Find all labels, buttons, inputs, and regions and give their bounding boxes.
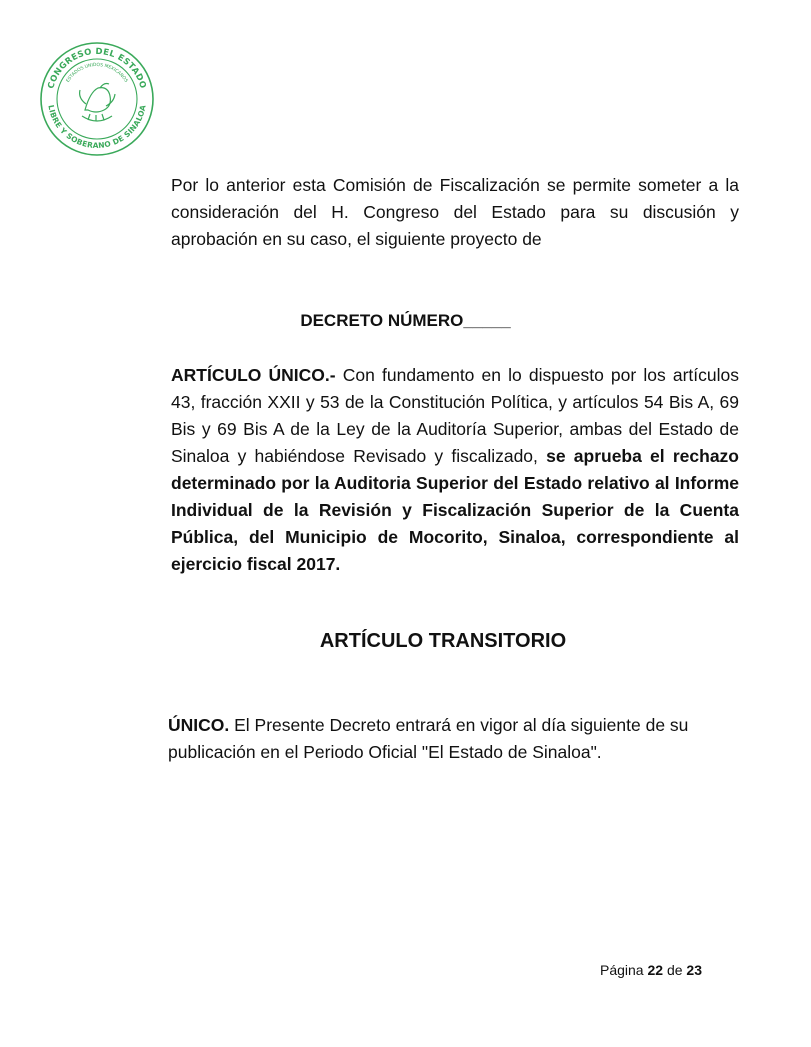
svg-text:CONGRESO DEL ESTADO: CONGRESO DEL ESTADO	[46, 46, 148, 90]
page-prefix: Página	[600, 962, 648, 978]
page-total: 23	[686, 962, 702, 978]
decreto-title: DECRETO NÚMERO_____	[300, 311, 511, 330]
svg-text:LIBRE Y SOBERANO DE SINALOA: LIBRE Y SOBERANO DE SINALOA	[46, 104, 148, 151]
articulo-unico-text: Con fundamento en lo dispuesto por los artículos 43, fracción XXII y 53 de la Constitución Política, y artículos 54 Bis A, 69 Bis y 69 Bis A de la Ley de la Auditoría Superior, ambas del Estado de Sinaloa y habiéndose Revisado y fiscalizado,	[171, 365, 739, 466]
intro-paragraph: Por lo anterior esta Comisión de Fiscalización se permite someter a la consideración del H. Congreso del Estado para su discusión y aprobación en su caso, el siguiente proyecto de	[171, 175, 739, 249]
svg-text:ESTADOS UNIDOS MEXICANOS: ESTADOS UNIDOS MEXICANOS	[65, 62, 129, 84]
unico-label: ÚNICO.	[168, 715, 230, 735]
unico-text: El Presente Decreto entrará en vigor al día siguiente de su publicación en el Periodo Oficial "El Estado de Sinaloa".	[168, 715, 689, 762]
articulo-unico-label: ARTÍCULO ÚNICO.-	[171, 365, 336, 385]
transitorio-title: ARTÍCULO TRANSITORIO	[319, 630, 567, 652]
page-middle: de	[663, 962, 687, 978]
page-number	[600, 962, 702, 978]
unico-paragraph	[168, 712, 748, 766]
congress-seal-logo	[38, 40, 156, 158]
page-current: 22	[647, 962, 664, 978]
articulo-unico-bold-text: se aprueba el rechazo determinado por la Auditoria Superior del Estado relativo al Informe Individual de la Revisión y Fiscalización Superior de la Cuenta Pública, del Municipio de Mocorito, Sinaloa, correspondiente al ejercicio fiscal 2017.	[171, 446, 739, 574]
articulo-unico-paragraph	[171, 362, 739, 578]
